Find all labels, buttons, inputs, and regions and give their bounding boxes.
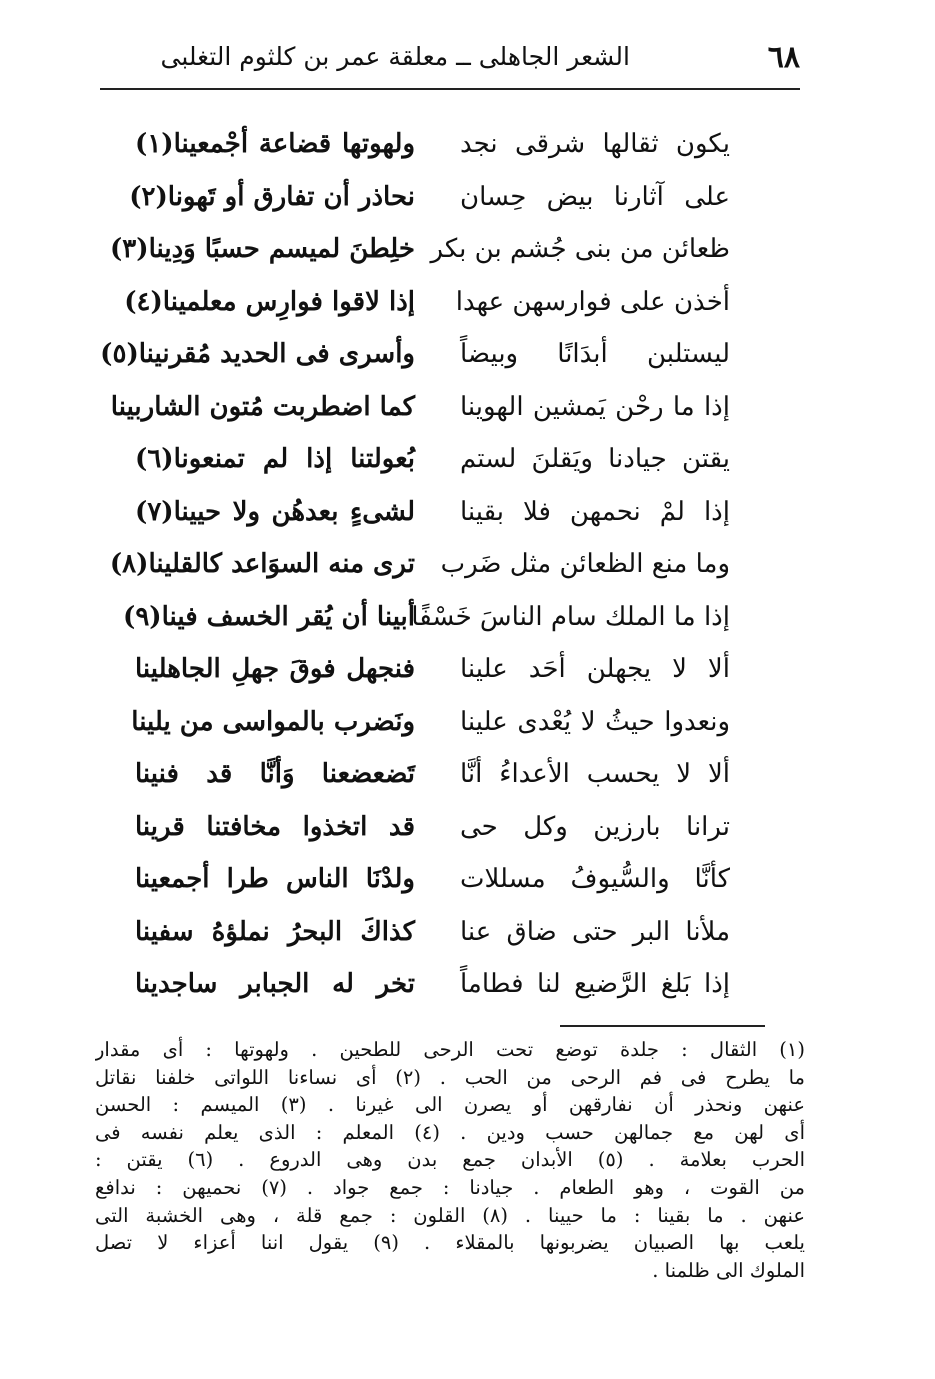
running-title: الشعر الجاهلى ــ معلقة عمر بن كلثوم التغلبى bbox=[160, 42, 630, 71]
verse bbox=[100, 748, 760, 801]
verse-first-hemistich: كأنَّا والسُّيوفُ مسللات bbox=[460, 864, 730, 894]
verse bbox=[100, 853, 760, 906]
page-number: ٦٨ bbox=[767, 40, 800, 75]
footnote-line: الملوك الى ظلمنا . bbox=[652, 1258, 805, 1282]
verse-first-hemistich: إذا بَلغ الرَّضيع لنا فطاماً bbox=[460, 969, 730, 999]
footnote-line: الحرب بعلامة . (٥) الأبدان جمع بدن وهى الدروع . (٦) يقتن : bbox=[95, 1148, 805, 1172]
poem bbox=[100, 118, 760, 1011]
footnote-line: أى لهن مع جمالهن حسب ودين . (٤) المعلم : الذى يعلم نفسه فى bbox=[95, 1120, 805, 1144]
verse-second-hemistich: فنجهل فوقَ جهلِ الجاهلينا bbox=[135, 654, 415, 684]
verse-second-hemistich: ولهوتها قضاعة أجْمعينا(١) bbox=[135, 129, 415, 159]
verse-first-hemistich: أخذن على فوارسهن عهدا bbox=[455, 286, 730, 317]
verse-first-hemistich: يكون ثقالها شرقى نجد bbox=[460, 129, 730, 159]
footnote-line: عنهن ونحذر أن نفارقهن أو يصرن الى غيرنا . (٣) الميسم : الحسن bbox=[95, 1093, 805, 1117]
verse-first-hemistich: ترانا بارزين وكل حى bbox=[460, 811, 730, 842]
verse-second-hemistich: تَضعضعنا وَأنَّا قد فنينا bbox=[135, 759, 415, 789]
verse-second-hemistich: تخر له الجبابر ساجدينا bbox=[135, 969, 415, 999]
verse-first-hemistich: ليستلبن أبدَانًا وبيضاً bbox=[460, 339, 730, 369]
verse-first-hemistich: ملأنا البر حتى ضاق عنا bbox=[460, 916, 730, 947]
verse-first-hemistich: ألا لا يحسب الأعداءُ أنَّا bbox=[460, 759, 730, 789]
verse bbox=[100, 538, 760, 591]
verse bbox=[100, 118, 760, 171]
verse-first-hemistich: ظعائن من بنى جُشم بن بكر bbox=[430, 234, 730, 264]
verse-first-hemistich: إذا ما الملك سام الناسَ خَسْفًا bbox=[411, 601, 730, 632]
verse-second-hemistich: قد اتخذوا مخافتنا قرينا bbox=[135, 811, 415, 842]
verse-first-hemistich: إذا ما رحْن يَمشين الهوينا bbox=[460, 391, 730, 422]
verse-second-hemistich: لشىءٍ بعدهُن ولا حيينا(٧) bbox=[135, 496, 415, 527]
verse-first-hemistich: على آثارنا بيض حِسان bbox=[460, 181, 730, 212]
verse-second-hemistich: أبينا أن يُقر الخسف فينا(٩) bbox=[123, 601, 415, 632]
page-header bbox=[100, 36, 800, 80]
footnote-line: من القوت ، وهو الطعام . جيادنا : جمع جواد . (٧) نحميهن : ندافع bbox=[95, 1175, 805, 1199]
verse-first-hemistich: ونعدوا حيثُ لا يُعْدى علينا bbox=[460, 706, 730, 737]
verse bbox=[100, 906, 760, 959]
footnote-line: (١) الثقال : جلدة توضع تحت الرحى للطحين . ولهوتها : أى مقدار bbox=[95, 1038, 805, 1061]
verse bbox=[100, 433, 760, 486]
verse-first-hemistich: يقتن جيادنا ويَقلنَ لستم bbox=[460, 444, 730, 474]
verse-second-hemistich: خلِطنَ لميسم حسبًا وَدِينا(٣) bbox=[109, 234, 415, 264]
verse-first-hemistich: وما منع الظعائن مثل ضَرب bbox=[440, 549, 730, 579]
verse-second-hemistich: نحاذر أن تفارق أو تَهونا(٢) bbox=[129, 181, 415, 212]
verse-first-hemistich: ألا لا يجهلن أحَد علينا bbox=[460, 654, 730, 684]
verse-second-hemistich: وأسرى فى الحديد مُقرنينا(٥) bbox=[100, 339, 415, 369]
verse bbox=[100, 591, 760, 644]
verse bbox=[100, 276, 760, 329]
footnote-divider bbox=[560, 1025, 765, 1027]
verse-second-hemistich: ترى منه السوَاعد كالقلينا(٨) bbox=[109, 549, 415, 579]
footnote-line: يلعب بها الصبيان يضربونها بالمقلاء . (٩) يقول اننا أعزاء لا تصل bbox=[95, 1231, 805, 1255]
verse bbox=[100, 643, 760, 696]
verse bbox=[100, 958, 760, 1011]
verse-second-hemistich: كذاكَ البحرُ نملؤهُ سفينا bbox=[135, 916, 415, 947]
header-divider bbox=[100, 88, 800, 90]
verse-second-hemistich: كما اضطربت مُتون الشاربينا bbox=[110, 391, 415, 422]
verse bbox=[100, 696, 760, 749]
verse-second-hemistich: ونَضرب بالمواسى من يلينا bbox=[131, 706, 415, 737]
verse bbox=[100, 328, 760, 381]
verse bbox=[100, 381, 760, 434]
verse-second-hemistich: إذا لاقوا فوارِس معلمينا(٤) bbox=[124, 286, 415, 317]
verse-second-hemistich: بُعولتنا إذا لم تمنعونا(٦) bbox=[135, 444, 415, 474]
verse bbox=[100, 171, 760, 224]
footnote-line: ما يطرح فى فم الرحى من الحب . (٢) أى نساءنا اللواتى خلفنا نقاتل bbox=[95, 1065, 805, 1089]
verse-first-hemistich: إذا لمْ نحمهن فلا بقينا bbox=[460, 496, 730, 527]
verse bbox=[100, 801, 760, 854]
verse-second-hemistich: ولدْنَا الناس طرا أجمعينا bbox=[135, 864, 415, 894]
verse bbox=[100, 223, 760, 276]
verse bbox=[100, 486, 760, 539]
footnotes bbox=[95, 1036, 805, 1284]
footnote-line: عنهن . ما بقينا : ما حيينا . (٨) القلون : جمع قلة ، وهى الخشبة التى bbox=[95, 1203, 805, 1227]
